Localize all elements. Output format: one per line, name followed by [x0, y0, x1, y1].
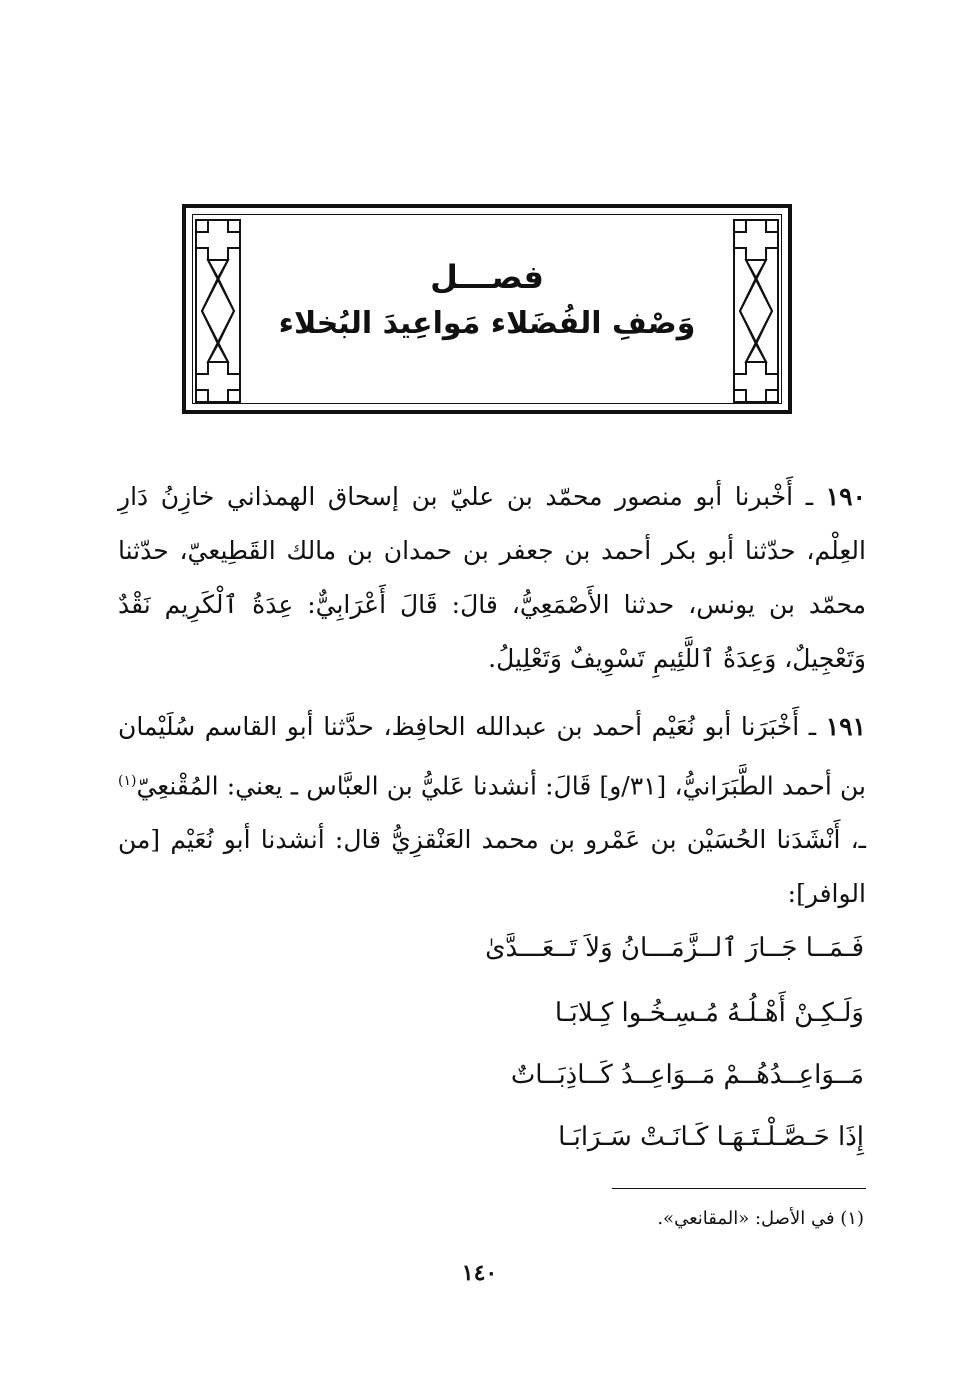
footnote: (١) في الأصل: «المقانعي».	[657, 1208, 864, 1229]
verse-line: وَلَـكِـنْ أَهْـلُـهُ مُـسِـخُـوا كِـلابَـا	[554, 998, 864, 1028]
paragraph-text-after-note: ـ، أَنْشَدَنا الحُسَيْن بن عَمْرو بن محمد العَنْقزِيُّ قال: أنشدنا أبو نُعَيْم [من الوافر]:	[118, 825, 866, 909]
verse-line: إِذَا حَـصَّـلْـتَـهَـا كَـانَـتْ سَـرَابَـا	[558, 1122, 864, 1152]
verse-line: فَـمَــا جَــارَ ٱلــزَّمَـــانُ وَلاَ تَــعَـــدَّىٰ	[485, 933, 864, 963]
paragraph-191	[118, 700, 866, 921]
footnote-separator	[612, 1188, 866, 1189]
right-ornament	[732, 218, 780, 404]
page-number: ١٤٠	[461, 1260, 498, 1286]
footnote-marker[interactable]: (١)	[118, 773, 137, 789]
verse-line: مَــوَاعِــدُهُــمْ مَــوَاعِــدُ كَــاذِبَــاتٌ	[510, 1060, 864, 1090]
left-ornament	[194, 218, 242, 404]
paragraph-number: ١٩١	[825, 712, 866, 741]
title-frame	[182, 204, 792, 414]
paragraph-text: ـ أَخْبرنا أبو منصور محمّد بن عليّ بن إسحاق الهمذاني خازِنُ دَارِ العِلْم، حدّثنا أبو بكر أحمد بن جعفر بن حمدان بن مالك القَطِيعيّ، حدّثنا محمّد بن يونس، حدثنا الأَصْمَعِيُّ، قالَ: قَالَ أَعْرَابِيٌّ: عِدَةُ ٱلْكَرِيم نَقْدٌ وَتَعْجِيلٌ، وَعِدَةُ ٱللَّئِيمِ تَسْوِيفٌ وَتَعْلِيلُ.	[118, 482, 866, 673]
paragraph-number: ١٩٠	[825, 482, 866, 511]
chapter-title: وَصْفِ الفُضَلاء مَواعِيدَ البُخلاء	[278, 306, 696, 341]
paragraph-190	[118, 470, 866, 686]
paragraph-text-before-note: ـ أَخْبَرَنا أبو نُعَيْم أحمد بن عبدالله الحافِظ، حدَّثنا أبو القاسم سُلَيْمان بن أحمد الطَّبَرَانيُّ، [٣١/و] قَالَ: أنشدنا عَليُّ بن العبَّاس ـ يعني: المُقْنعِيّ	[118, 712, 866, 801]
chapter-heading	[256, 254, 718, 348]
section-label: فصـــل	[430, 258, 544, 296]
